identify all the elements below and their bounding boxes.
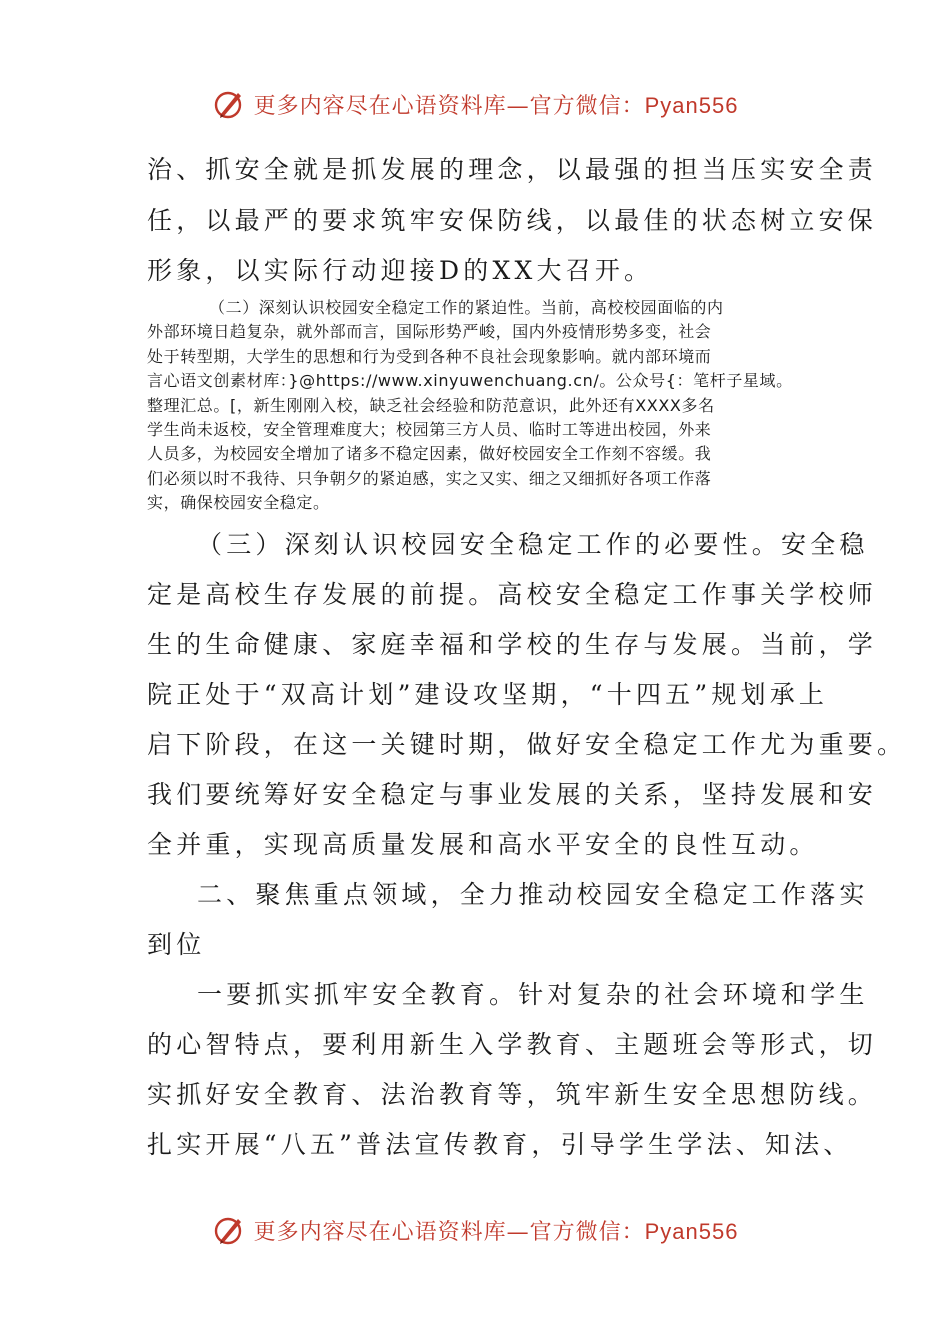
- text-line: 全并重，实现高质量发展和高水平安全的良性互动。: [147, 830, 819, 859]
- text-line: 实，确保校园安全稳定。: [147, 493, 330, 513]
- text-line: 们必须以时不我待、只争朝夕的紧迫感，实之又实、细之又细抓好各项工作落: [147, 468, 712, 488]
- wechat-id: Pyan556: [644, 92, 739, 118]
- text-line: 扎实开展“八五”普法宣传教育，引导学生学法、知法、: [147, 1130, 853, 1159]
- wechat-id: Pyan556: [644, 1218, 739, 1244]
- footer-watermark: [0, 1210, 950, 1250]
- text-line: 外部环境日趋复杂，就外部而言，国际形势严峻，国内外疫情形势多变，社会: [147, 322, 712, 342]
- text-line: 任，以最严的要求筑牢安保防线，以最佳的状态树立安保: [147, 206, 878, 235]
- text-line: 整理汇总。[，新生刚刚入校，缺乏社会经验和防范意识，此外还有XXXX多名: [147, 395, 715, 415]
- header-watermark: [0, 84, 950, 124]
- watermark-text: 更多内容尽在心语资料库—官方微信：Pyan556: [253, 92, 739, 119]
- text-line: 定是高校生存发展的前提。高校安全稳定工作事关学校师: [147, 580, 878, 609]
- pen-circle-logo-icon: [212, 87, 246, 121]
- text-line: 生的生命健康、家庭幸福和学校的生存与发展。当前，学: [147, 630, 878, 659]
- small-text-block: [147, 296, 807, 516]
- text-line: （二）深刻认识校园安全稳定工作的紧迫性。当前，高校校园面临的内: [209, 298, 724, 317]
- pen-circle-logo-icon: [212, 1213, 246, 1247]
- section-heading-cont: 到位: [147, 930, 206, 959]
- text-line: 处于转型期，大学生的思想和行为受到各种不良社会现象影响。就内部环境而: [147, 346, 712, 366]
- text-line: 院正处于“双高计划”建设攻坚期，“十四五”规划承上: [147, 680, 829, 709]
- text-line: 的心智特点，要利用新生入学教育、主题班会等形式，切: [147, 1030, 878, 1059]
- text-line: 学生尚未返校，安全管理难度大；校园第三方人员、临时工等进出校园，外来: [147, 419, 712, 439]
- text-line: 实抓好安全教育、法治教育等，筑牢新生安全思想防线。: [147, 1080, 878, 1109]
- text-line: （三）深刻认识校园安全稳定工作的必要性。安全稳: [197, 530, 869, 559]
- text-line: 人员多，为校园安全增加了诸多不稳定因素，做好校园安全工作刻不容缓。我: [147, 444, 712, 464]
- text-line: 言心语文创素材库：}@https://www.xinyuwenchuang.cn/。公众号{：笔杆子星域。: [147, 371, 793, 391]
- text-line: 一要抓实抓牢安全教育。针对复杂的社会环境和学生: [197, 980, 869, 1009]
- watermark-text: 更多内容尽在心语资料库—官方微信：Pyan556: [253, 1218, 739, 1245]
- section-heading: 二、聚焦重点领域，全力推动校园安全稳定工作落实: [197, 880, 869, 909]
- text-line: 形象，以实际行动迎接D的XX大召开。: [147, 256, 654, 285]
- text-line: 启下阶段，在这一关键时期，做好安全稳定工作尤为重要。: [147, 730, 907, 759]
- text-line: 我们要统筹好安全稳定与事业发展的关系，坚持发展和安: [147, 780, 878, 809]
- text-line: 治、抓安全就是抓发展的理念，以最强的担当压实安全责: [147, 155, 878, 184]
